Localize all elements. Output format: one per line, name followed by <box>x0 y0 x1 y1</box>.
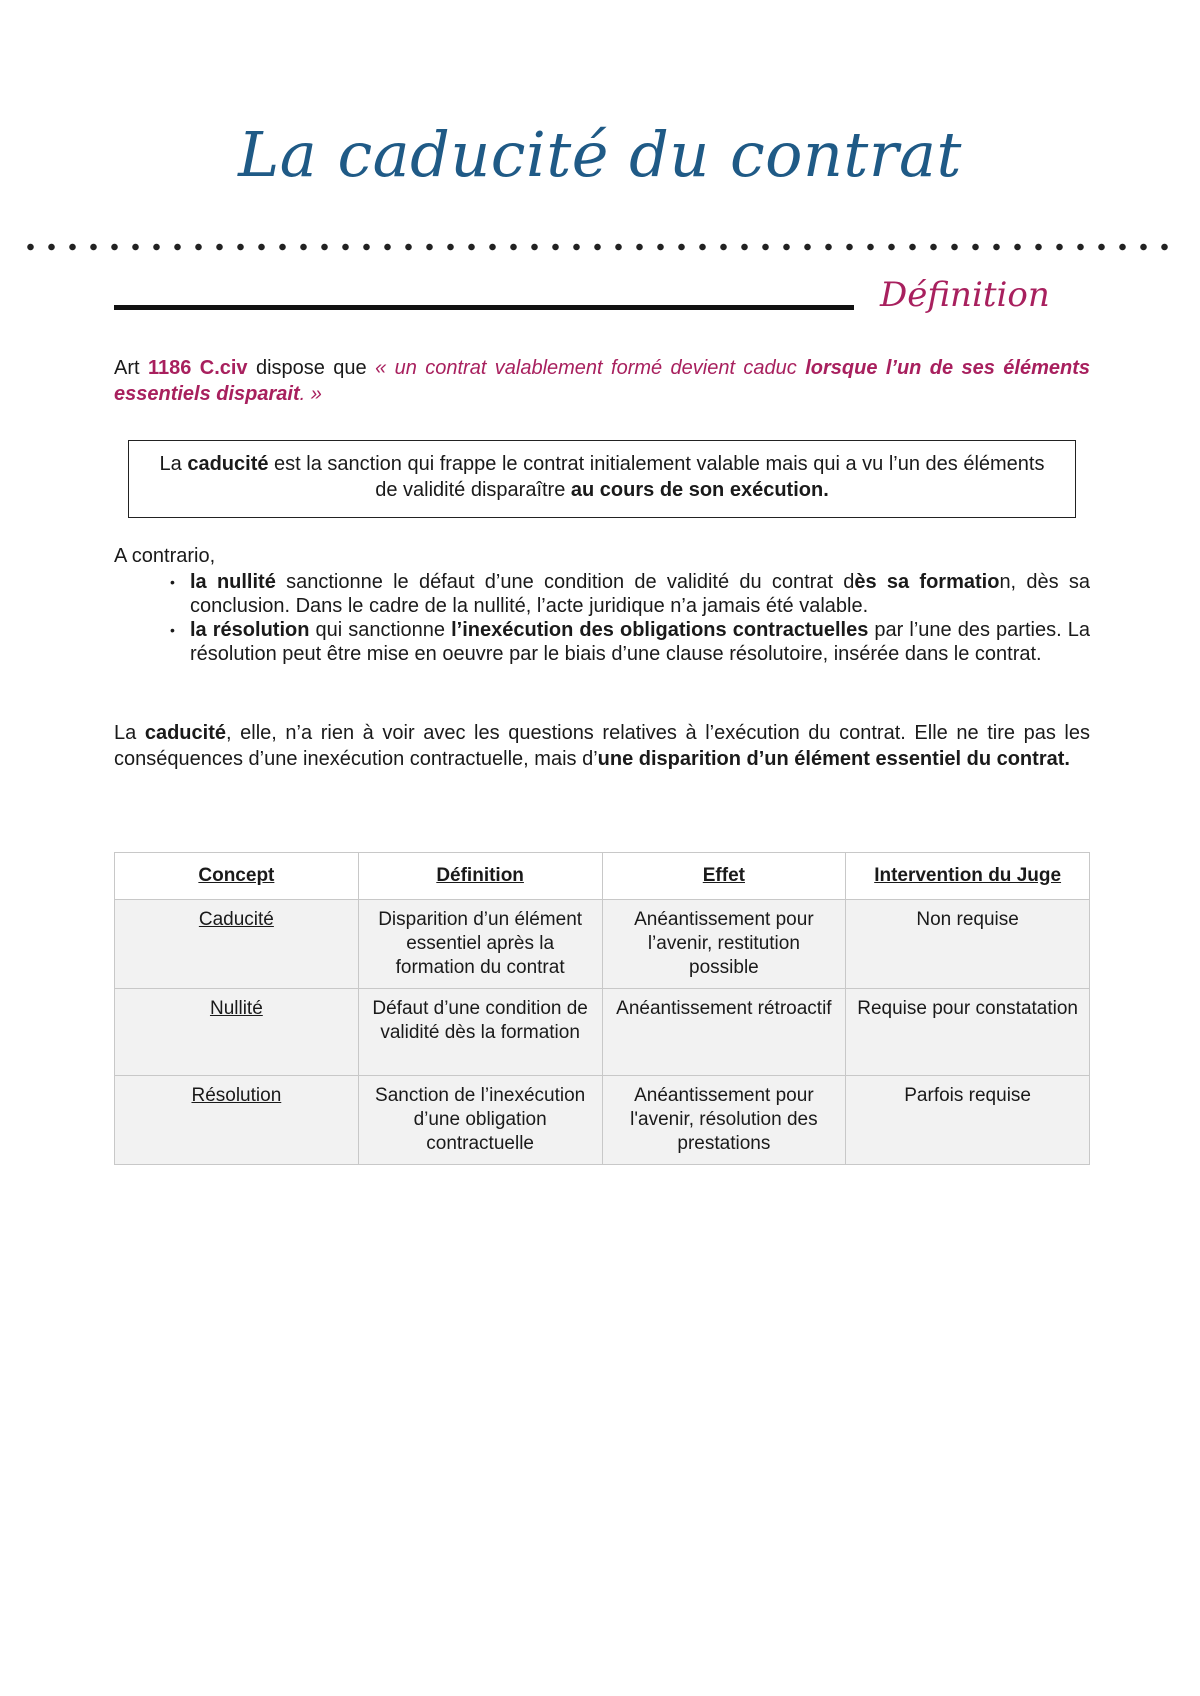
page-title: La caducité du contrat <box>238 118 962 191</box>
article-paragraph <box>114 355 1090 407</box>
section-rule <box>114 305 854 310</box>
column-header-concept: Concept <box>115 853 359 900</box>
definition-term: caducité <box>187 453 269 475</box>
bullet-text: qui sanctionne <box>309 619 452 641</box>
bullet-text-2: n, dès sa conclusion. Dans le cadre de la nullité, l’acte juridique n’a jamais été valable. <box>190 571 1091 617</box>
table-row <box>115 900 1090 989</box>
bullet-text: sanctionne le défaut d’une condition de validité du contrat d <box>275 571 855 593</box>
bullet-term: la nullité <box>190 571 276 593</box>
bullet-emphasis: ès sa formatio <box>854 571 1000 593</box>
article-mid: dispose que <box>247 357 376 379</box>
table-cell: Sanction de l’inexécution d’une obligation contractuelle <box>358 1076 602 1165</box>
table-cell-concept: Caducité <box>115 900 359 989</box>
table-cell: Non requise <box>846 900 1090 989</box>
definition-box <box>128 440 1076 518</box>
contrario-list <box>170 570 1090 666</box>
caducite-text-2: , elle, n’a rien à voir avec les questions relatives à l’exécution du contrat. Elle ne tire pas les conséquences d’une inexécution contractuelle, mais d’ <box>114 722 1090 770</box>
list-item <box>170 618 1090 666</box>
table-header-row <box>115 853 1090 900</box>
column-header-effet: Effet <box>602 853 846 900</box>
table-cell-concept: Résolution <box>115 1076 359 1165</box>
table-cell: Anéantissement pour l'avenir, résolution des prestations <box>602 1076 846 1165</box>
table-row <box>115 1076 1090 1165</box>
dotted-separator <box>20 242 1180 252</box>
list-item <box>170 570 1090 618</box>
article-reference: 1186 C.civ <box>147 357 248 379</box>
comparison-table <box>114 852 1090 1165</box>
table-cell: Anéantissement rétroactif <box>602 989 846 1076</box>
bullet-term: la résolution <box>190 619 310 641</box>
section-title-definition: Définition <box>880 275 1050 315</box>
article-quote: « un contrat valablement formé devient caduc <box>375 357 806 379</box>
table-cell: Anéantissement pour l’avenir, restitution possible <box>602 900 846 989</box>
column-header-definition: Définition <box>358 853 602 900</box>
bullet-emphasis: l’inexécution des obligations contractuelles <box>451 619 869 641</box>
definition-text-2: est la sanction qui frappe le contrat initialement valable mais qui a vu l’un des éléments de validité disparaître <box>268 453 1045 501</box>
bullet-text-2: par l’une des parties. La résolution peut être mise en oeuvre par le biais d’une clause résolutoire, insérée dans le contrat. <box>190 619 1090 665</box>
definition-emphasis: au cours de son exécution. <box>570 479 829 501</box>
table-cell: Disparition d’un élément essentiel après la formation du contrat <box>358 900 602 989</box>
article-prefix: Art <box>114 357 148 379</box>
table-cell: Requise pour constatation <box>846 989 1090 1076</box>
definition-text: La <box>159 453 188 475</box>
article-quote-bold: lorsque l’un de ses éléments essentiels disparait <box>114 357 1090 405</box>
table-cell: Défaut d’une condition de validité dès la formation <box>358 989 602 1076</box>
column-header-intervention: Intervention du Juge <box>846 853 1090 900</box>
contrario-label: A contrario, <box>114 545 216 567</box>
article-quote-end: . » <box>299 383 322 405</box>
caducite-term: caducité <box>144 722 226 744</box>
table-row <box>115 989 1090 1076</box>
caducite-paragraph <box>114 720 1090 772</box>
table-cell: Parfois requise <box>846 1076 1090 1165</box>
table-cell-concept: Nullité <box>115 989 359 1076</box>
caducite-emphasis: une disparition d’un élément essentiel du contrat. <box>597 748 1070 770</box>
caducite-text: La <box>114 722 145 744</box>
